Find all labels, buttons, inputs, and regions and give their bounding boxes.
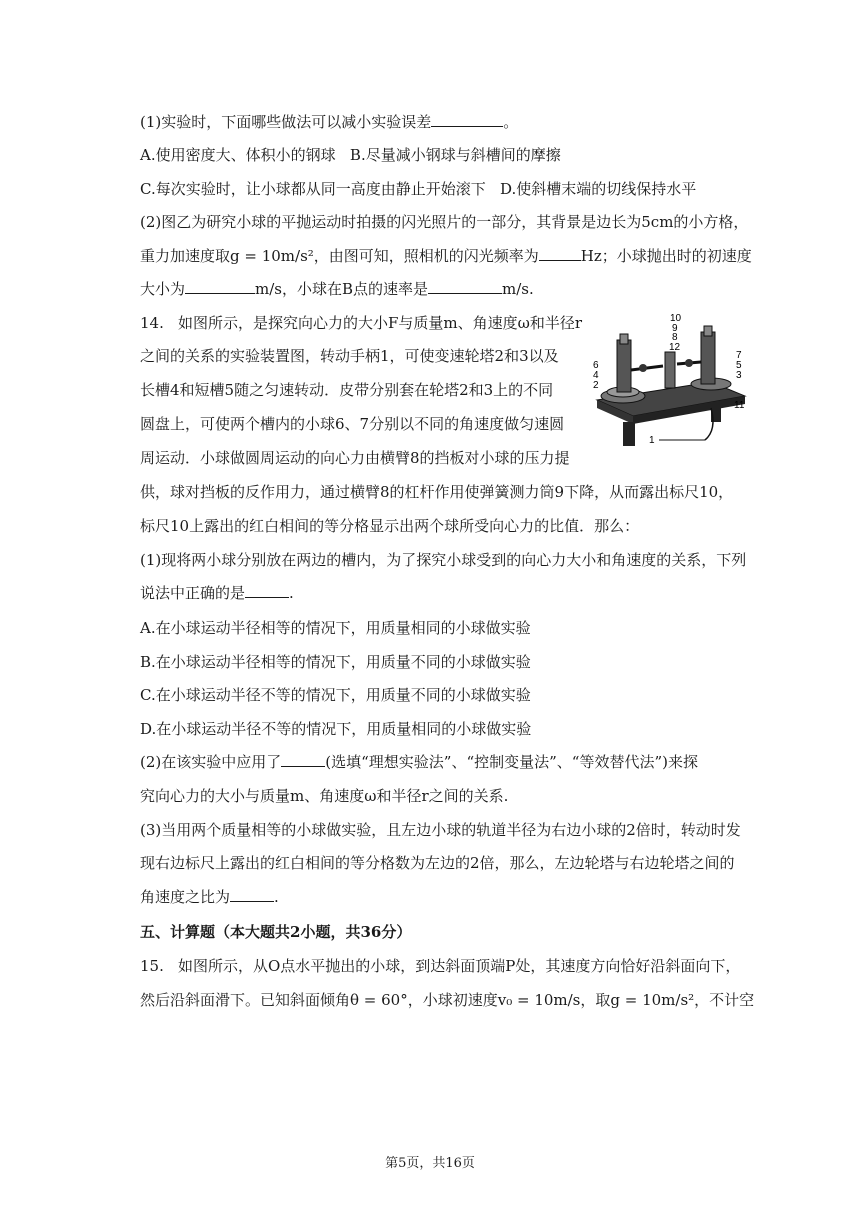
q15-line1-text: 如图所示，从O点水平抛出的小球，到达斜面顶端P处，其速度方向恰好沿斜面向下， [178, 957, 741, 975]
q13-part2-line2-b: Hz；小球抛出时的初速度 [580, 247, 752, 265]
page-number-footer: 第5页，共16页 [385, 1156, 475, 1171]
figure-label-11: 11 [734, 400, 745, 411]
q14-line1 [140, 313, 582, 333]
figure-label-8: 8 [672, 332, 678, 343]
q14-part2-line1 [140, 752, 698, 772]
figure-label-3: 3 [736, 370, 742, 381]
figure-label-9: 9 [672, 323, 678, 334]
figure-label-1: 1 [649, 435, 655, 446]
q14-number: 14. [140, 314, 164, 332]
q14-part1-line2-b: . [289, 584, 294, 602]
figure-label-6: 6 [593, 360, 599, 371]
q14-line4: 圆盘上，可使两个槽内的小球6、7分别以不同的角速度做匀速圆 [140, 415, 565, 433]
q13-part2-line3 [140, 279, 534, 299]
q14-part1-blank[interactable] [245, 583, 289, 598]
q14-line5: 周运动．小球做圆周运动的向心力由横臂8的挡板对小球的压力提 [140, 449, 570, 467]
q14-part3-line3 [140, 887, 279, 907]
q14-part2-line2: 究向心力的大小与质量m、角速度ω和半径r之间的关系. [140, 787, 509, 805]
figure-label-5: 5 [736, 360, 742, 371]
q14-line3: 长槽4和短槽5随之匀速转动．皮带分别套在轮塔2和3上的不同 [140, 381, 554, 399]
q14-line1-text: 如图所示，是探究向心力的大小F与质量m、角速度ω和半径r [178, 314, 583, 332]
q13-frequency-blank[interactable] [539, 246, 581, 261]
q14-part3-line1: (3)当用两个质量相等的小球做实验，且左边小球的轨道半径为右边小球的2倍时，转动时发 [140, 821, 741, 839]
figure-label-10: 10 [670, 313, 682, 324]
q14-part2-line1-a: (2)在该实验中应用了 [140, 753, 282, 771]
q14-option-c: C.在小球运动半径不等的情况下，用质量不同的小球做实验 [140, 686, 531, 704]
q13-part2-line3-c: m/s. [502, 280, 534, 298]
q13-part1-blank[interactable] [431, 112, 503, 127]
q13-option-b: B.尽量减小钢球与斜槽间的摩擦 [349, 146, 561, 164]
q14-part2-line1-b: (选填“理想实验法”、“控制变量法”、“等效替代法”)来探 [325, 753, 698, 771]
q13-part2-line2 [140, 246, 752, 266]
q14-part1-line1: (1)现将两小球分别放在两边的槽内，为了探究小球受到的向心力大小和角速度的关系，下列 [140, 551, 747, 569]
q14-part3-line2: 现右边标尺上露出的红白相间的等分格数为左边的2倍，那么，左边轮塔与右边轮塔之间的 [140, 854, 735, 872]
q15-line2: 然后沿斜面滑下。已知斜面倾角θ = 60°，小球初速度v₀ = 10m/s，取g = 10m/s²，不计空 [140, 991, 755, 1009]
q14-part1-line2-a: 说法中正确的是 [140, 584, 246, 602]
q13-options-cd [140, 179, 696, 199]
q14-option-a: A.在小球运动半径相等的情况下，用质量相同的小球做实验 [140, 619, 531, 637]
q14-line6: 供，球对挡板的反作用力，通过横臂8的杠杆作用使弹簧测力筒9下降，从而露出标尺10， [140, 483, 734, 501]
q14-part3-line3-b: . [274, 888, 279, 906]
q15-number: 15. [140, 957, 164, 975]
q13-option-c: C.每次实验时，让小球都从同一高度由静止开始滚下 [140, 180, 486, 198]
q14-line2: 之间的关系的实验装置图，转动手柄1，可使变速轮塔2和3以及 [140, 347, 559, 365]
q13-option-d: D.使斜槽末端的切线保持水平 [500, 180, 697, 198]
q13-part1-prompt [140, 112, 518, 132]
figure-label-4: 4 [593, 370, 599, 381]
q13-part1-end: 。 [503, 113, 519, 131]
q15-line1 [140, 956, 740, 976]
q14-part1-line2 [140, 583, 294, 603]
figure-label-12: 12 [669, 342, 681, 353]
q14-part3-line3-a: 角速度之比为 [140, 888, 231, 906]
q13-initial-speed-blank[interactable] [185, 279, 255, 294]
q14-option-d: D.在小球运动半径不等的情况下，用质量相同的小球做实验 [140, 720, 532, 738]
section-heading: 五、计算题（本大题共2小题，共36分） [140, 923, 412, 941]
q13-options-ab [140, 145, 561, 165]
figure-label-2: 2 [593, 380, 599, 391]
q13-option-a: A.使用密度大、体积小的钢球 [140, 146, 336, 164]
q13-part2-line2-a: 重力加速度取g = 10m/s²，由图可知，照相机的闪光频率为 [140, 247, 539, 265]
q13-part1-text: (1)实验时，下面哪些做法可以减小实验误差 [140, 113, 432, 131]
q14-option-b: B.在小球运动半径相等的情况下，用质量不同的小球做实验 [140, 653, 531, 671]
q13-part2-line3-a: 大小为 [140, 280, 186, 298]
q14-part2-blank[interactable] [281, 752, 325, 767]
q13-b-speed-blank[interactable] [428, 279, 502, 294]
q14-line7: 标尺10上露出的红白相间的等分格显示出两个球所受向心力的比值．那么： [140, 517, 640, 535]
q14-part3-blank[interactable] [230, 887, 274, 902]
figure-label-7: 7 [736, 350, 742, 361]
centripetal-force-apparatus-figure [593, 312, 751, 454]
q13-part2-line1: (2)图乙为研究小球的平抛运动时拍摄的闪光照片的一部分，其背景是边长为5cm的小方格， [140, 213, 749, 231]
q13-part2-line3-b: m/s，小球在B点的速率是 [255, 280, 429, 298]
